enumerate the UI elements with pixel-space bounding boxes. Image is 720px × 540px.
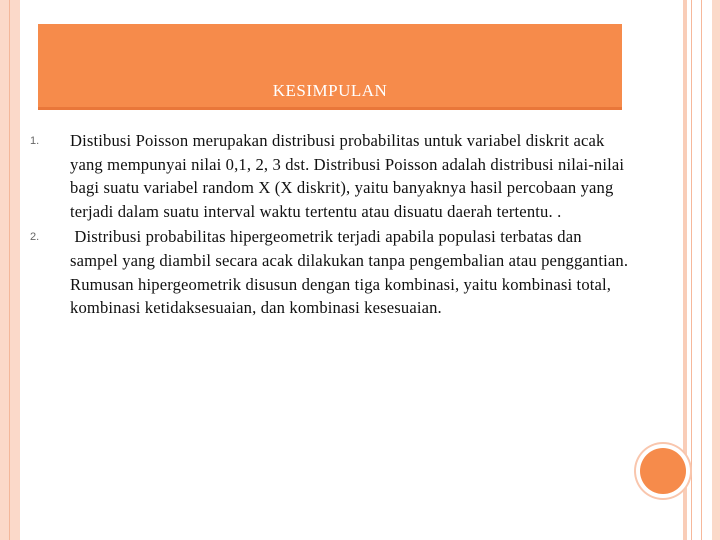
list-item-number: 2. <box>30 231 40 244</box>
list-item-number: 1. <box>30 135 40 147</box>
left-decorative-border <box>0 0 20 540</box>
right-decorative-stripe <box>691 0 692 540</box>
right-decorative-stripe <box>712 0 720 540</box>
list-item <box>30 225 633 319</box>
right-decorative-stripe <box>683 0 687 540</box>
conclusion-list <box>30 129 633 322</box>
title-banner <box>38 24 622 110</box>
list-item-text: Distribusi probabilitas hipergeometrik terjadi apabila populasi terbatas dan sampel yang diambil secara acak dilakukan tanpa pengembalian atau penggantian. Rumusan hipergeometrik disusun dengan tiga kombinasi, yaitu kombinasi total, kombinasi ketidaksesuaian, dan kombinasi kesesuaian. <box>70 227 633 318</box>
decorative-circle-icon <box>640 448 686 494</box>
right-decorative-stripe <box>701 0 702 540</box>
list-item-text: Distibusi Poisson merupakan distribusi probabilitas untuk variabel diskrit acak yang mempunyai nilai 0,1, 2, 3 dst. Distribusi Poisson adalah distribusi nilai-nilai bagi suatu variabel random X (X diskrit), yaitu banyaknya hasil percobaan yang terjadi dalam suatu interval waktu tertentu atau disuatu daerah tertentu. . <box>70 131 625 221</box>
slide-title: KESIMPULAN <box>272 81 388 100</box>
list-item <box>30 129 630 223</box>
